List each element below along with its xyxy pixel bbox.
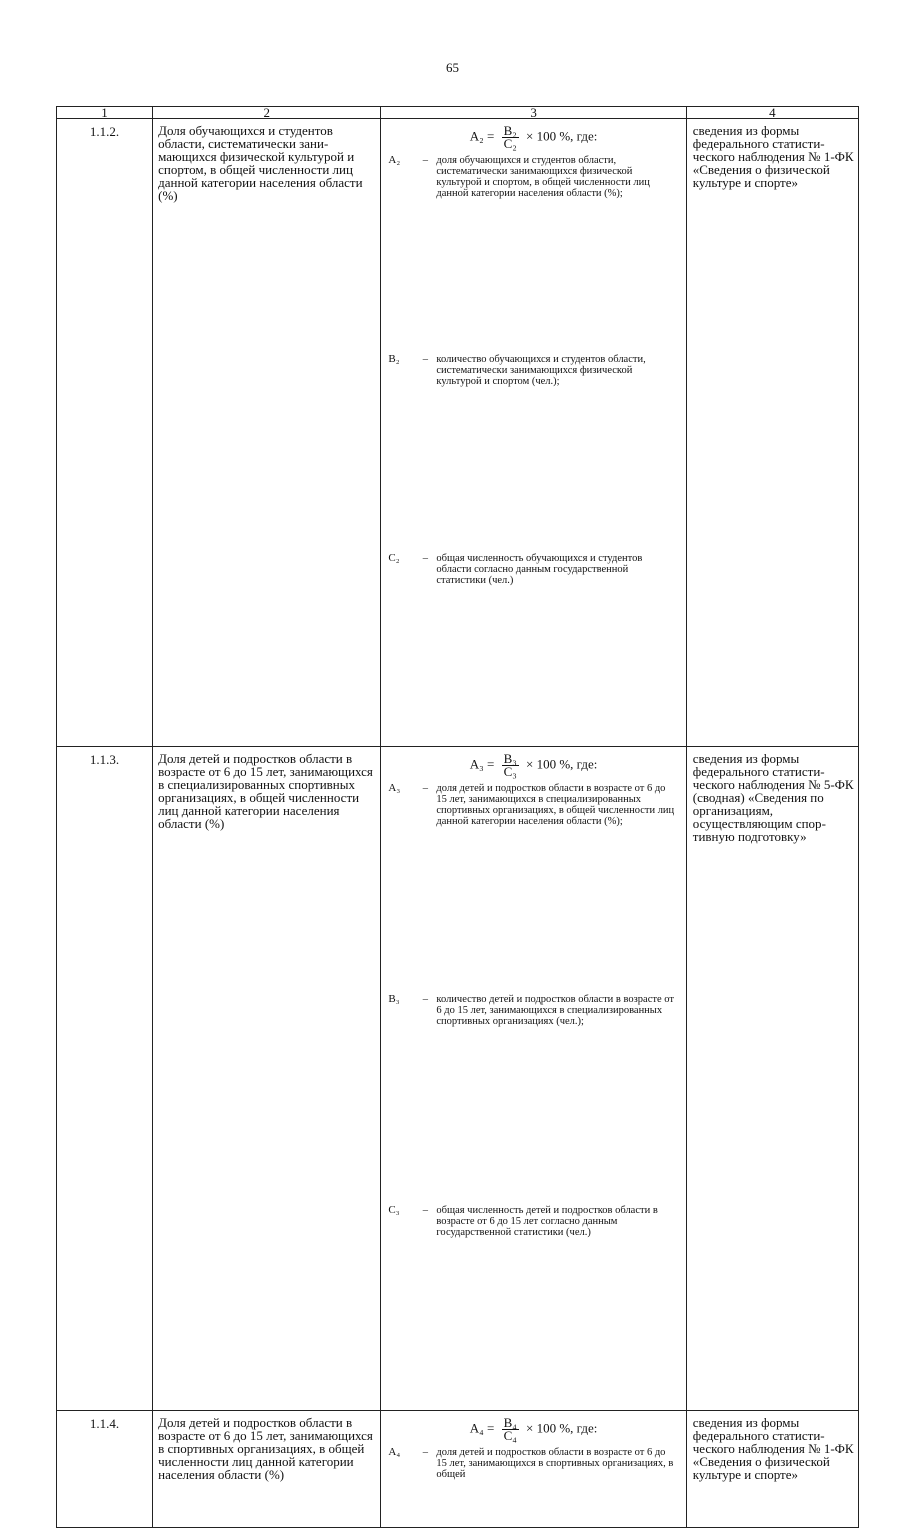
definition-item bbox=[381, 783, 685, 988]
table-row bbox=[57, 747, 859, 1411]
formula-fraction bbox=[502, 125, 519, 150]
definitions bbox=[381, 155, 685, 746]
formula-eq: = bbox=[486, 1420, 495, 1436]
page-number: 65 bbox=[446, 60, 459, 75]
formula-rest: × 100 %, где: bbox=[526, 1420, 598, 1436]
table-row bbox=[57, 119, 859, 747]
calculation-cell bbox=[381, 119, 686, 747]
definition-item bbox=[381, 1205, 685, 1410]
definition-symbol: B₂ bbox=[388, 353, 400, 365]
formula-numerator: B₃ bbox=[503, 751, 517, 766]
definition-dash: – bbox=[422, 783, 429, 794]
definition-symbol: A₄ bbox=[388, 1446, 401, 1458]
definitions bbox=[381, 1447, 685, 1527]
table-row bbox=[57, 1411, 859, 1528]
definition-symbol: A₃ bbox=[388, 782, 401, 794]
definition-dash: – bbox=[422, 155, 429, 166]
header-col-1: 1 bbox=[57, 107, 153, 119]
definition-text: общая численность обучающихся и студентов области согласно данным государственной статистики (чел.) bbox=[436, 553, 643, 586]
formula-rest: × 100 %, где: bbox=[526, 128, 598, 144]
data-source: сведения из формы федерального статистического наблюдения № 5-ФК (сводная) «Сведения по организациям, осуществляющим спортивную подготовку» bbox=[686, 747, 858, 1411]
formula bbox=[381, 753, 685, 783]
formula-denominator: C₄ bbox=[503, 1428, 517, 1443]
formula bbox=[381, 1417, 685, 1447]
definition-dash: – bbox=[422, 354, 429, 365]
calculation-cell bbox=[381, 1411, 686, 1528]
definition-item bbox=[381, 1447, 685, 1527]
data-source: сведения из формы федерального статистического наблюдения № 1-ФК «Сведения о физической культуре и спорте» bbox=[686, 119, 858, 747]
indicator-name: Доля детей и подростков области в возрасте от 6 до 15 лет, занимающихся в спортивных организациях, в общей численности лиц данной категории населения области (%) bbox=[153, 1411, 381, 1528]
indicators-table bbox=[56, 106, 859, 1528]
definition-dash: – bbox=[422, 1205, 429, 1216]
formula-lhs: A₄ bbox=[469, 1420, 484, 1436]
definition-text: доля детей и подростков области в возрасте от 6 до 15 лет, занимающихся в специализированных спортивных организациях, в общей численности лиц данной категории населения области (%); bbox=[436, 783, 675, 827]
definitions bbox=[381, 783, 685, 1410]
header-col-3: 3 bbox=[381, 107, 686, 119]
formula-numerator: B₄ bbox=[503, 1415, 517, 1430]
definition-text: доля детей и подростков области в возрасте от 6 до 15 лет, занимающихся в спортивных организациях, в общей bbox=[436, 1447, 674, 1480]
definition-dash: – bbox=[422, 1447, 429, 1458]
header-col-2: 2 bbox=[153, 107, 381, 119]
formula-lhs: A₂ bbox=[469, 128, 484, 144]
header-col-4: 4 bbox=[686, 107, 858, 119]
calculation-cell bbox=[381, 747, 686, 1411]
formula-denominator: C₃ bbox=[503, 764, 517, 779]
definition-symbol: C₃ bbox=[388, 1204, 400, 1216]
definition-text: доля обучающихся и студентов области, систематически занимающихся физической культурой и спортом, в общей численности лиц данной категории населения области (%); bbox=[436, 155, 650, 199]
row-number: 1.1.3. bbox=[57, 747, 153, 1411]
definition-item bbox=[381, 354, 685, 547]
header-row bbox=[57, 107, 859, 119]
row-number: 1.1.2. bbox=[57, 119, 153, 747]
indicator-name: Доля детей и подростков области в возрасте от 6 до 15 лет, занимающихся в специализированных спортивных организациях, в общей численности лиц данной категории населения области (%) bbox=[153, 747, 381, 1411]
definition-text: количество обучающихся и студентов области, систематически занимающихся физической культурой и спортом (чел.); bbox=[436, 354, 646, 387]
definition-item bbox=[381, 994, 685, 1199]
row-number: 1.1.4. bbox=[57, 1411, 153, 1528]
definition-item bbox=[381, 155, 685, 348]
definition-text: общая численность детей и подростков области в возрасте от 6 до 15 лет согласно данным государственной статистики (чел.) bbox=[436, 1205, 658, 1238]
definition-item bbox=[381, 553, 685, 746]
definition-text: количество детей и подростков области в возрасте от 6 до 15 лет, занимающихся в специализированных спортивных организациях (чел.); bbox=[436, 994, 674, 1027]
formula-lhs: A₃ bbox=[469, 756, 484, 772]
formula-denominator: C₂ bbox=[503, 136, 517, 151]
definition-symbol: A₂ bbox=[388, 154, 401, 166]
formula-rest: × 100 %, где: bbox=[526, 756, 598, 772]
indicator-name: Доля обучающихся и студентов области, систематически занимающихся физической культурой и спортом, в общей численности лиц данной категории населения области (%) bbox=[153, 119, 381, 747]
formula bbox=[381, 125, 685, 155]
formula-eq: = bbox=[486, 756, 495, 772]
formula-fraction bbox=[502, 1417, 519, 1442]
formula-eq: = bbox=[486, 128, 495, 144]
formula-fraction bbox=[502, 753, 519, 778]
formula-numerator: B₂ bbox=[503, 123, 517, 138]
definition-symbol: B₃ bbox=[388, 993, 400, 1005]
definition-symbol: C₂ bbox=[388, 552, 400, 564]
definition-dash: – bbox=[422, 994, 429, 1005]
data-source: сведения из формы федерального статистического наблюдения № 1-ФК «Сведения о физической культуре и спорте» bbox=[686, 1411, 858, 1528]
definition-dash: – bbox=[422, 553, 429, 564]
